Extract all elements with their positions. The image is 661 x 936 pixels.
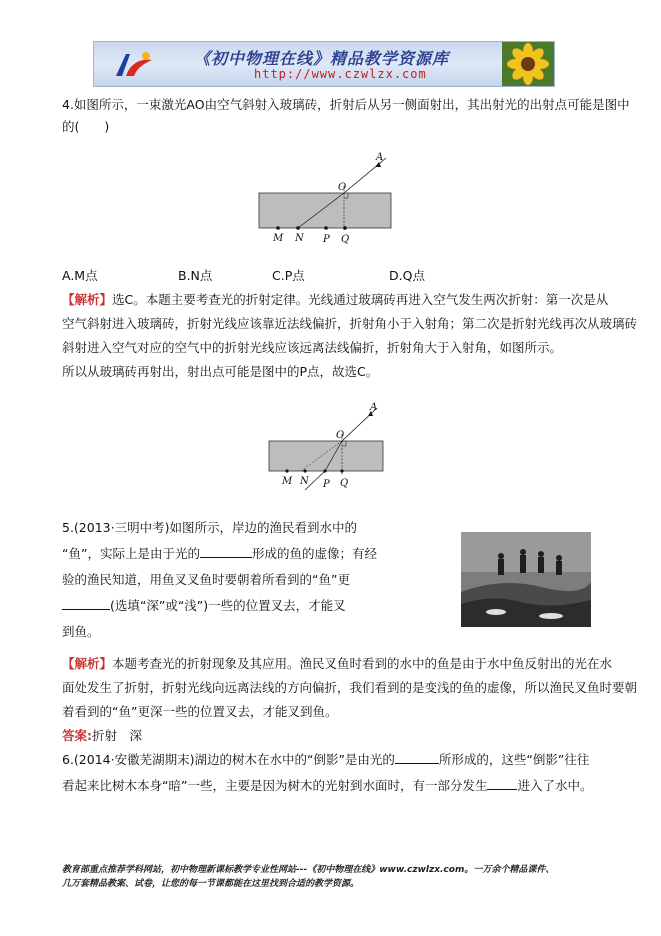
sunflower-icon bbox=[502, 42, 554, 86]
q4-analysis-line2: 空气斜射进入玻璃砖，折射光线应该靠近法线偏折，折射角小于入射角；第二次是折射光线再次从玻璃砖 bbox=[62, 316, 638, 331]
banner-url[interactable]: http://www.czwlzx.com bbox=[254, 67, 427, 81]
fishermen-image-icon bbox=[461, 532, 591, 627]
q6-blank-2[interactable] bbox=[487, 778, 517, 790]
header-banner bbox=[93, 41, 555, 87]
label-O: O bbox=[338, 182, 347, 193]
q5-line1: 5.(2013·三明中考)如图所示，岸边的渔民看到水中的 bbox=[62, 520, 357, 535]
q4-analysis-line4: 所以从玻璃砖再射出，射出点可能是图中的P点，故选C。 bbox=[62, 364, 379, 379]
label-P: P bbox=[323, 479, 330, 490]
q4-analysis-line1: 【解析】选C。本题主要考查光的折射定律。光线通过玻璃砖再进入空气发生两次折射：第一次是从 bbox=[62, 292, 609, 307]
q4-option-c: C.P点 bbox=[272, 268, 305, 283]
q5-line2: “鱼”，实际上是由于光的 形成的鱼的虚像；有经 bbox=[62, 546, 377, 561]
fishermen-photo bbox=[461, 532, 591, 627]
q5-line4: (选填“深”或“浅”)一些的位置叉去，才能叉 bbox=[62, 598, 346, 614]
q4-option-b: B.N点 bbox=[178, 268, 213, 283]
label-M: M bbox=[282, 476, 293, 487]
label-M: M bbox=[273, 233, 284, 244]
q4-analysis-diagram bbox=[265, 398, 390, 493]
q6-line1: 6.(2014·安徽芜湖期末)湖边的树木在水中的“倒影”是由光的 所形成的，这些“倒影”往往 bbox=[62, 752, 590, 767]
label-A: A bbox=[370, 402, 378, 413]
q5-line5: 到鱼。 bbox=[62, 624, 100, 639]
banner-title: 《初中物理在线》精品教学资源库 bbox=[194, 49, 450, 68]
q4-option-a: A.M点 bbox=[62, 268, 98, 283]
q6-blank-1[interactable] bbox=[395, 752, 439, 764]
analysis-tag: 【解析】 bbox=[62, 292, 113, 307]
q5-blank-1[interactable] bbox=[200, 546, 252, 558]
q4-option-d: D.Q点 bbox=[389, 268, 425, 283]
q6-line2: 看起来比树木本身“暗”一些，主要是因为树木的光射到水面时，有一部分发生 进入了水中。 bbox=[62, 778, 593, 793]
label-Q: Q bbox=[340, 478, 349, 489]
q5-answer: 答案:折射 深 bbox=[62, 728, 143, 743]
label-N: N bbox=[300, 476, 309, 487]
q5-line3: 验的渔民知道，用鱼叉叉鱼时要朝着所看到的“鱼”更 bbox=[62, 572, 350, 587]
label-A: A bbox=[376, 152, 384, 163]
footer-line2: 几万套精品教案、试卷，让您的每一节课都能在这里找到合适的教学资源。 bbox=[62, 879, 360, 889]
q5-analysis-line2: 面处发生了折射，折射光线向远离法线的方向偏折，我们看到的是变浅的鱼的虚像，所以渔民叉鱼时要朝 bbox=[62, 680, 638, 695]
q5-analysis-line3: 着看到的“鱼”更深一些的位置叉去，才能叉到鱼。 bbox=[62, 704, 338, 719]
label-N: N bbox=[295, 233, 304, 244]
label-Q: Q bbox=[341, 234, 350, 245]
site-logo-icon bbox=[112, 48, 156, 80]
footer-line1: 教育部重点推荐学科网站，初中物理新课标教学专业性网站---《初中物理在线》www.czwlzx.com。一万余个精品课件、 bbox=[62, 865, 555, 875]
q5-analysis-line1: 【解析】本题考查光的折射现象及其应用。渔民叉鱼时看到的水中的鱼是由于水中鱼反射出的光在水 bbox=[62, 656, 613, 671]
label-P: P bbox=[323, 234, 330, 245]
q4-stem-line1: 4.如图所示，一束激光AO由空气斜射入玻璃砖，折射后从另一侧面射出，其出射光的出射点可能是图中 bbox=[62, 97, 630, 112]
q4-diagram bbox=[255, 148, 400, 248]
q4-stem-line2: 的( ) bbox=[62, 119, 110, 134]
label-O: O bbox=[336, 430, 345, 441]
q4-analysis-line3: 斜射进入空气对应的空气中的折射光线应该远离法线偏折，折射角大于入射角，如图所示。 bbox=[62, 340, 563, 355]
q5-blank-2[interactable] bbox=[62, 598, 110, 610]
